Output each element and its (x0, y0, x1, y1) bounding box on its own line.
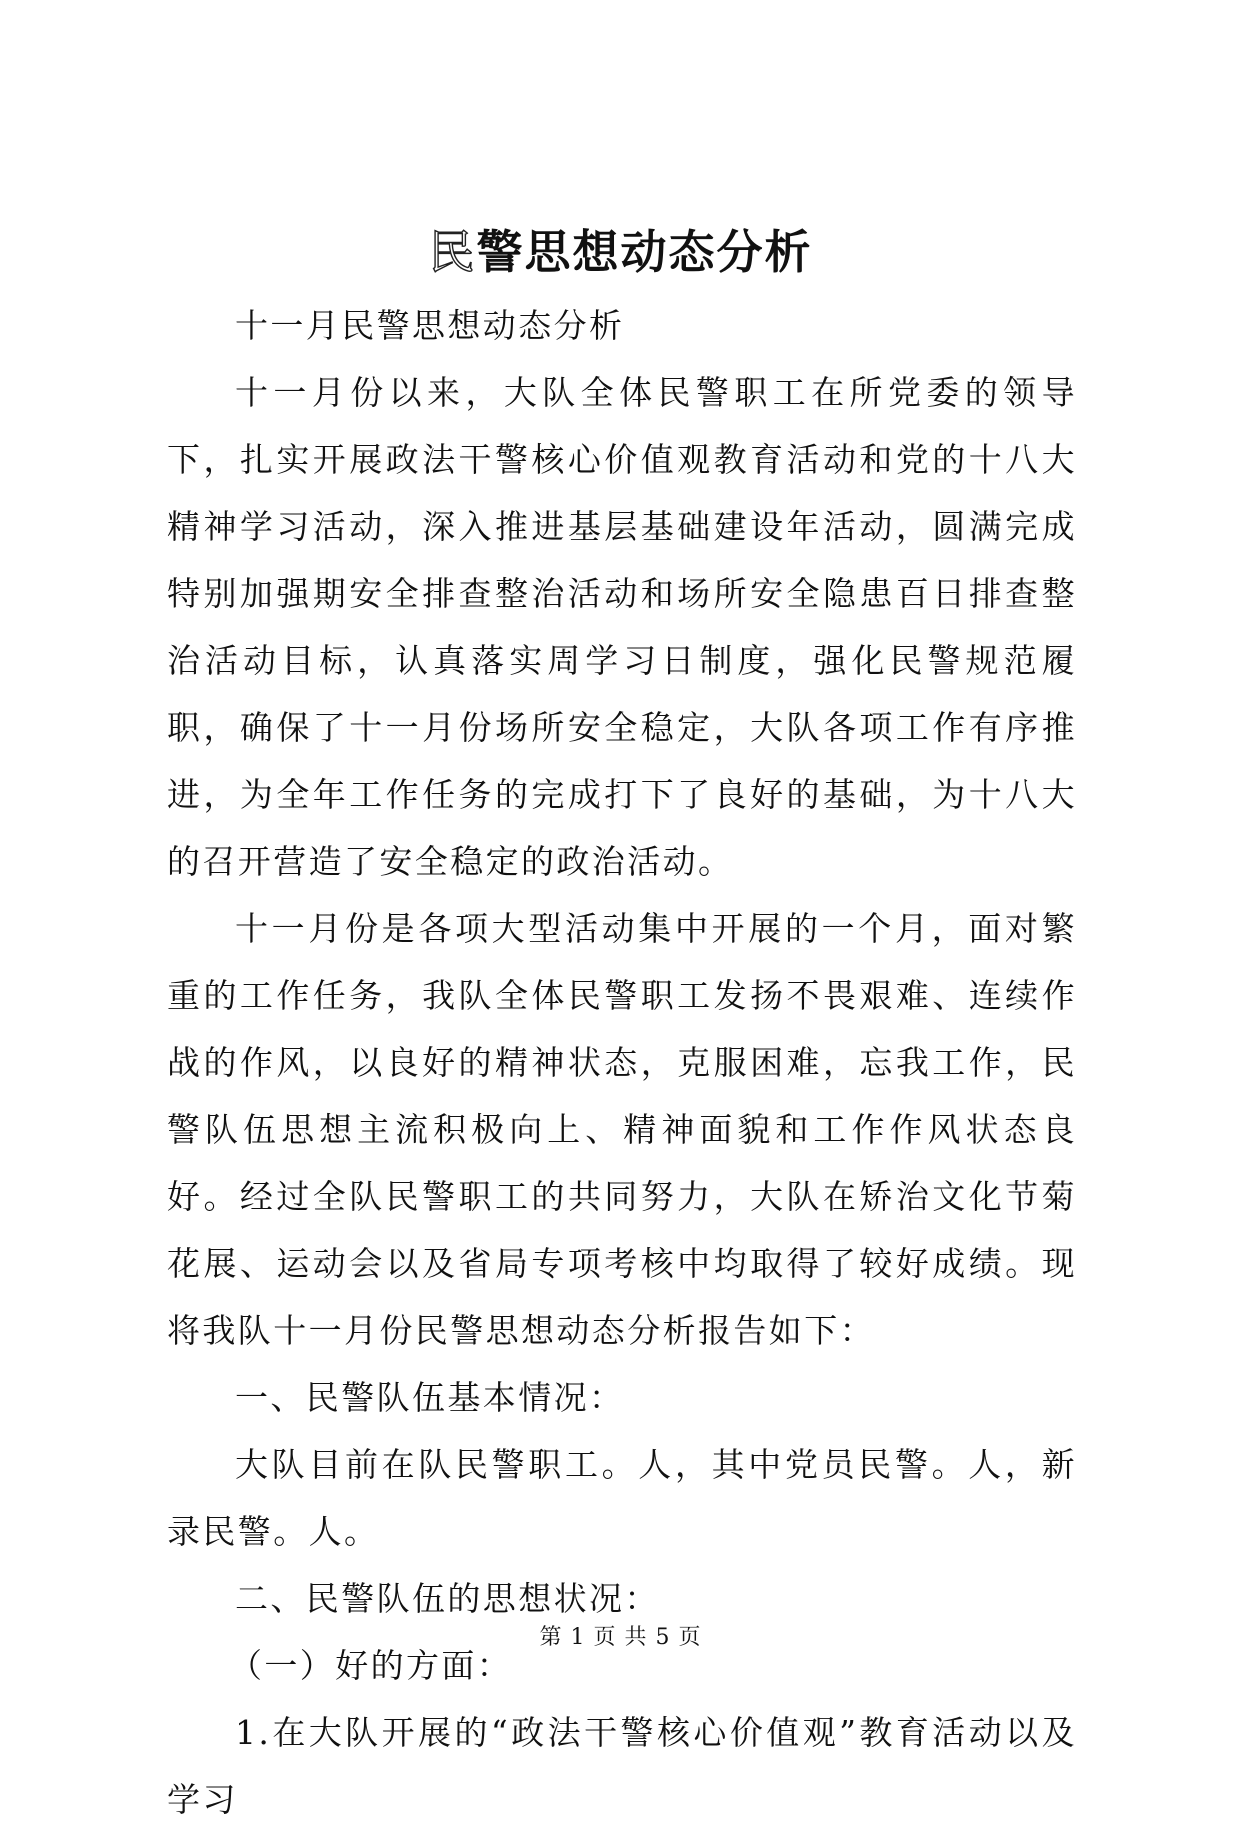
document-body (167, 292, 1077, 1833)
page-footer: 第 1 页 共 5 页 (539, 1625, 702, 1650)
paragraph-overview: 十一月份是各项大型活动集中开展的一个月，面对繁重的工作任务，我队全体民警职工发扬不畏艰难、连续作战的作风，以良好的精神状态，克服困难，忘我工作，民警队伍思想主流积极向上、精神面貌和工作作风状态良好。经过全队民警职工的共同努力，大队在矫治文化节菊花展、运动会以及省局专项考核中均取得了较好成绩。现将我队十一月份民警思想动态分析报告如下： (167, 909, 1077, 1350)
subsection-heading: （一）好的方面： (229, 1646, 513, 1685)
list-item-1: 1.在大队开展的“政法干警核心价值观”教育活动以及学习 (167, 1713, 1077, 1819)
paragraph-subtitle: 十一月民警思想动态分析 (235, 306, 625, 345)
paragraph-basic-info: 大队目前在队民警职工。人，其中党员民警。人，新录民警。人。 (167, 1445, 1077, 1551)
section-heading-1: 一、民警队伍基本情况： (235, 1378, 625, 1417)
title-rest: 警思想动态分析 (476, 225, 813, 279)
paragraph-intro: 十一月份以来，大队全体民警职工在所党委的领导下，扎实开展政法干警核心价值观教育活动和党的十八大精神学习活动，深入推进基层基础建设年活动，圆满完成特别加强期安全排查整治活动和场所安全隐患百日排查整治活动目标，认真落实周学习日制度，强化民警规范履职，确保了十一月份场所安全稳定，大队各项工作有序推进，为全年工作任务的完成打下了良好的基础，为十八大的召开营造了安全稳定的政治活动。 (167, 373, 1077, 881)
section-heading-2: 二、民警队伍的思想状况： (235, 1579, 660, 1618)
document-title (0, 222, 1241, 282)
title-first-char: 民 (428, 225, 477, 279)
